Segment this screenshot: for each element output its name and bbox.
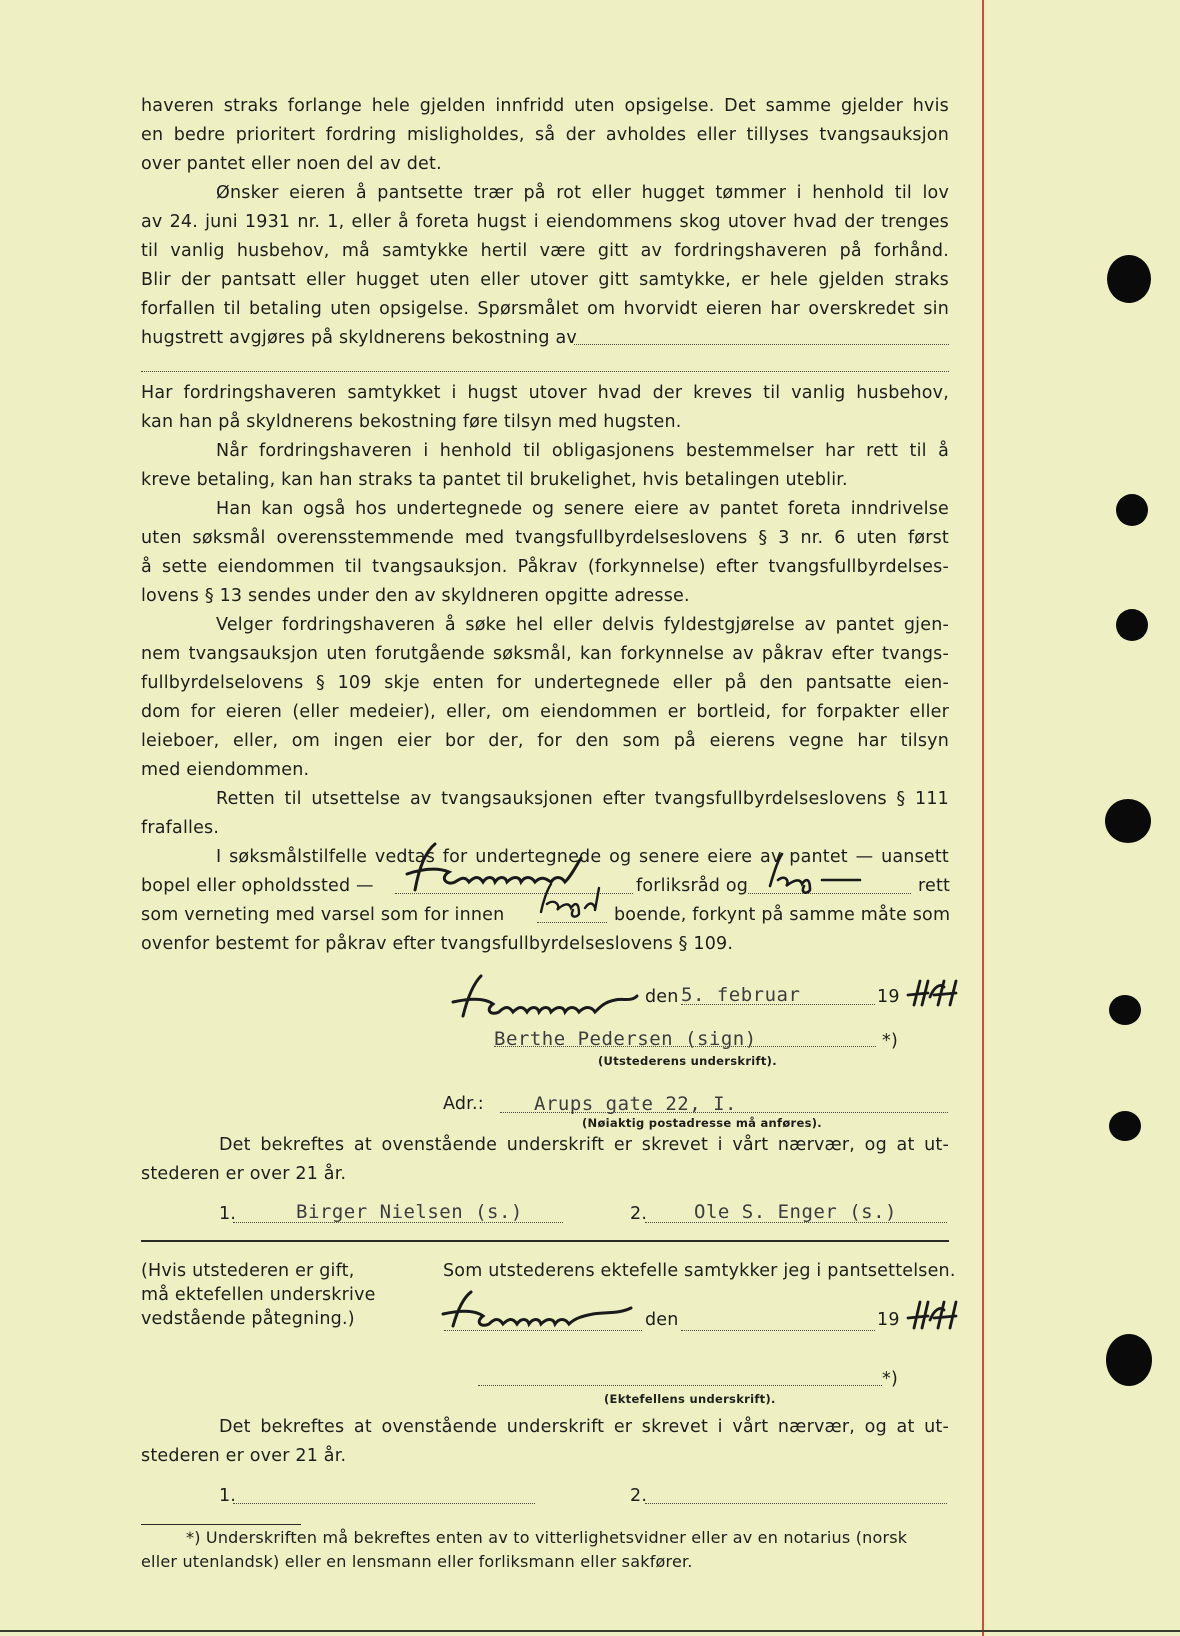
- fill-in-line: [537, 922, 607, 923]
- handwritten-year: [904, 1296, 962, 1334]
- fill-in-line: [645, 1503, 947, 1504]
- date-den-label: den: [645, 987, 679, 1007]
- body-line: Når fordringshaveren i henhold til obligasjonens bestemmelser har rett til å: [216, 441, 949, 461]
- witness-number-2: 2.: [630, 1486, 648, 1506]
- address-label: Adr.:: [443, 1094, 484, 1114]
- venue-rett-label: rett: [918, 876, 951, 896]
- footnote-rule: [141, 1524, 301, 1525]
- binder-hole: [1116, 609, 1148, 641]
- issuer-signature-typed: Berthe Pedersen (sign): [494, 1028, 757, 1050]
- venue-bopel-label: bopel eller opholdssted —: [141, 876, 374, 896]
- handwritten-year: [904, 975, 962, 1011]
- spouse-consent-text: Som utstederens ektefelle samtykker jeg i pantsettelsen.: [443, 1261, 956, 1281]
- spouse-note-line: vedstående påtegning.): [141, 1309, 355, 1329]
- body-line: dom for eieren (eller medeier), eller, om eiendommen er bortleid, for forpakter eller: [141, 702, 949, 722]
- body-line: å sette eiendommen til tvangsauksjon. Påkrav (forkynnelse) efter tvangsfullbyrdelses-: [141, 557, 949, 577]
- witness-number-2: 2.: [630, 1204, 648, 1224]
- issuer-signature-caption: (Utstederens underskrift).: [598, 1054, 777, 1068]
- body-line: over pantet eller noen del av det.: [141, 154, 442, 174]
- body-line: nem tvangsauksjon uten forutgående søksmål, kan forkynnelse av påkrav efter tvangs-: [141, 644, 949, 664]
- spouse-signature-caption: (Ektefellens underskrift).: [604, 1392, 776, 1406]
- confirmation-line: stederen er over 21 år.: [141, 1446, 347, 1466]
- body-line: forfallen til betaling uten opsigelse. Spørsmålet om hvorvidt eieren har overskredet sin: [141, 299, 949, 319]
- body-line: haveren straks forlange hele gjelden innfridd uten opsigelse. Det samme gjelder hvis: [141, 96, 949, 116]
- fill-in-line: [478, 1385, 882, 1386]
- handwritten-district-entry: [533, 880, 611, 920]
- confirmation-line: Det bekreftes at ovenstående underskrift er skrevet i vårt nærvær, og at ut-: [219, 1417, 949, 1437]
- spouse-note-line: (Hvis utstederen er gift,: [141, 1261, 355, 1281]
- witness-2-typed: Ole S. Enger (s.): [694, 1201, 897, 1223]
- binder-hole: [1105, 799, 1151, 843]
- fill-in-line: [233, 1503, 535, 1504]
- body-line: Velger fordringshaveren å søke hel eller delvis fyldestgjørelse av pantet gjen-: [216, 615, 949, 635]
- address-typed: Arups gate 22, I.: [534, 1093, 737, 1115]
- body-line: hugstrett avgjøres på skyldnerens bekostning av: [141, 328, 577, 348]
- body-line: med eiendommen.: [141, 760, 310, 780]
- body-line: Blir der pantsatt eller hugget uten eller utover gitt samtykke, er hele gjelden straks: [141, 270, 949, 290]
- red-margin-rule: [982, 0, 984, 1636]
- witness-1-typed: Birger Nielsen (s.): [296, 1201, 523, 1223]
- witness-number-1: 1.: [219, 1486, 237, 1506]
- body-line: uten søksmål overensstemmende med tvangsfullbyrdelseslovens § 3 nr. 6 uten først: [141, 528, 949, 548]
- footnote-line: *) Underskriften må bekreftes enten av to vitterlighetsvidner eller av en notarius (norsk: [186, 1528, 908, 1547]
- binder-hole: [1107, 255, 1151, 303]
- binder-hole: [1116, 494, 1148, 526]
- venue-forliksrad-label: forliksråd og: [636, 876, 749, 896]
- body-line: Retten til utsettelse av tvangsauksjonen efter tvangsfullbyrdelseslovens § 111: [216, 789, 949, 809]
- fill-in-line: [444, 1330, 642, 1331]
- body-line: kan han på skyldnerens bekostning føre tilsyn med hugsten.: [141, 412, 682, 432]
- footnote-marker: *): [882, 1369, 898, 1389]
- spouse-den-label: den: [645, 1310, 679, 1330]
- handwritten-place-signature: [433, 1288, 643, 1332]
- body-line: fullbyrdelselovens § 109 skje enten for undertegnede eller på den pantsatte eien-: [141, 673, 949, 693]
- body-line: leieboer, eller, om ingen eier bor der, for den som på eierens vegne har tilsyn: [141, 731, 949, 751]
- typed-date: 5. februar: [681, 984, 801, 1006]
- venue-verneting-label: som verneting med varsel som for innen: [141, 905, 505, 925]
- fill-in-line: [681, 1004, 875, 1005]
- body-line: kreve betaling, kan han straks ta pantet til brukelighet, hvis betalingen uteblir.: [141, 470, 848, 490]
- spouse-note-line: må ektefellen underskrive: [141, 1285, 376, 1305]
- body-line: en bedre prioritert fordring misligholdes, så der avholdes eller tillyses tvangsauksjon: [141, 125, 949, 145]
- body-line: Har fordringshaveren samtykket i hugst utover hvad der kreves til vanlig husbehov,: [141, 383, 949, 403]
- confirmation-line: Det bekreftes at ovenstående underskrift er skrevet i vårt nærvær, og at ut-: [219, 1135, 949, 1155]
- fill-in-line: [681, 1330, 875, 1331]
- handwritten-court-entry: [760, 850, 870, 896]
- binder-hole: [1109, 995, 1141, 1025]
- venue-line: I søksmålstilfelle vedtas for undertegnede og senere eiere av pantet — uansett: [216, 847, 949, 867]
- spouse-year-prefix: 19: [877, 1310, 900, 1330]
- body-line: til vanlig husbehov, må samtykke hertil være gitt av fordringshaveren på forhånd.: [141, 241, 949, 261]
- page-bottom-edge: [0, 1630, 1180, 1632]
- fill-in-line: [574, 344, 949, 345]
- address-caption: (Nøiaktig postadresse må anføres).: [582, 1116, 822, 1130]
- footnote-line: eller utenlandsk) eller en lensmann eller forliksmann eller sakfører.: [141, 1552, 693, 1571]
- body-line: Han kan også hos undertegnede og senere eiere av pantet foreta inndrivelse: [216, 499, 949, 519]
- body-line: Ønsker eieren å pantsette trær på rot eller hugget tømmer i henhold til lov: [216, 183, 949, 203]
- section-divider: [141, 1240, 949, 1242]
- venue-line: ovenfor bestemt for påkrav efter tvangsfullbyrdelseslovens § 109.: [141, 934, 734, 954]
- body-line: lovens § 13 sendes under den av skyldneren opgitte adresse.: [141, 586, 690, 606]
- venue-boende-label: boende, forkynt på samme måte som: [614, 905, 951, 925]
- year-prefix: 19: [877, 987, 900, 1007]
- handwritten-place-signature: [445, 972, 645, 1022]
- witness-number-1: 1.: [219, 1204, 237, 1224]
- body-line: av 24. juni 1931 nr. 1, eller å foreta hugst i eiendommens skog utover hvad der trenges: [141, 212, 949, 232]
- footnote-marker: *): [882, 1031, 898, 1051]
- body-line: frafalles.: [141, 818, 220, 838]
- fill-in-line: [141, 371, 949, 372]
- binder-hole: [1109, 1111, 1141, 1141]
- confirmation-line: stederen er over 21 år.: [141, 1164, 347, 1184]
- binder-hole: [1106, 1334, 1152, 1386]
